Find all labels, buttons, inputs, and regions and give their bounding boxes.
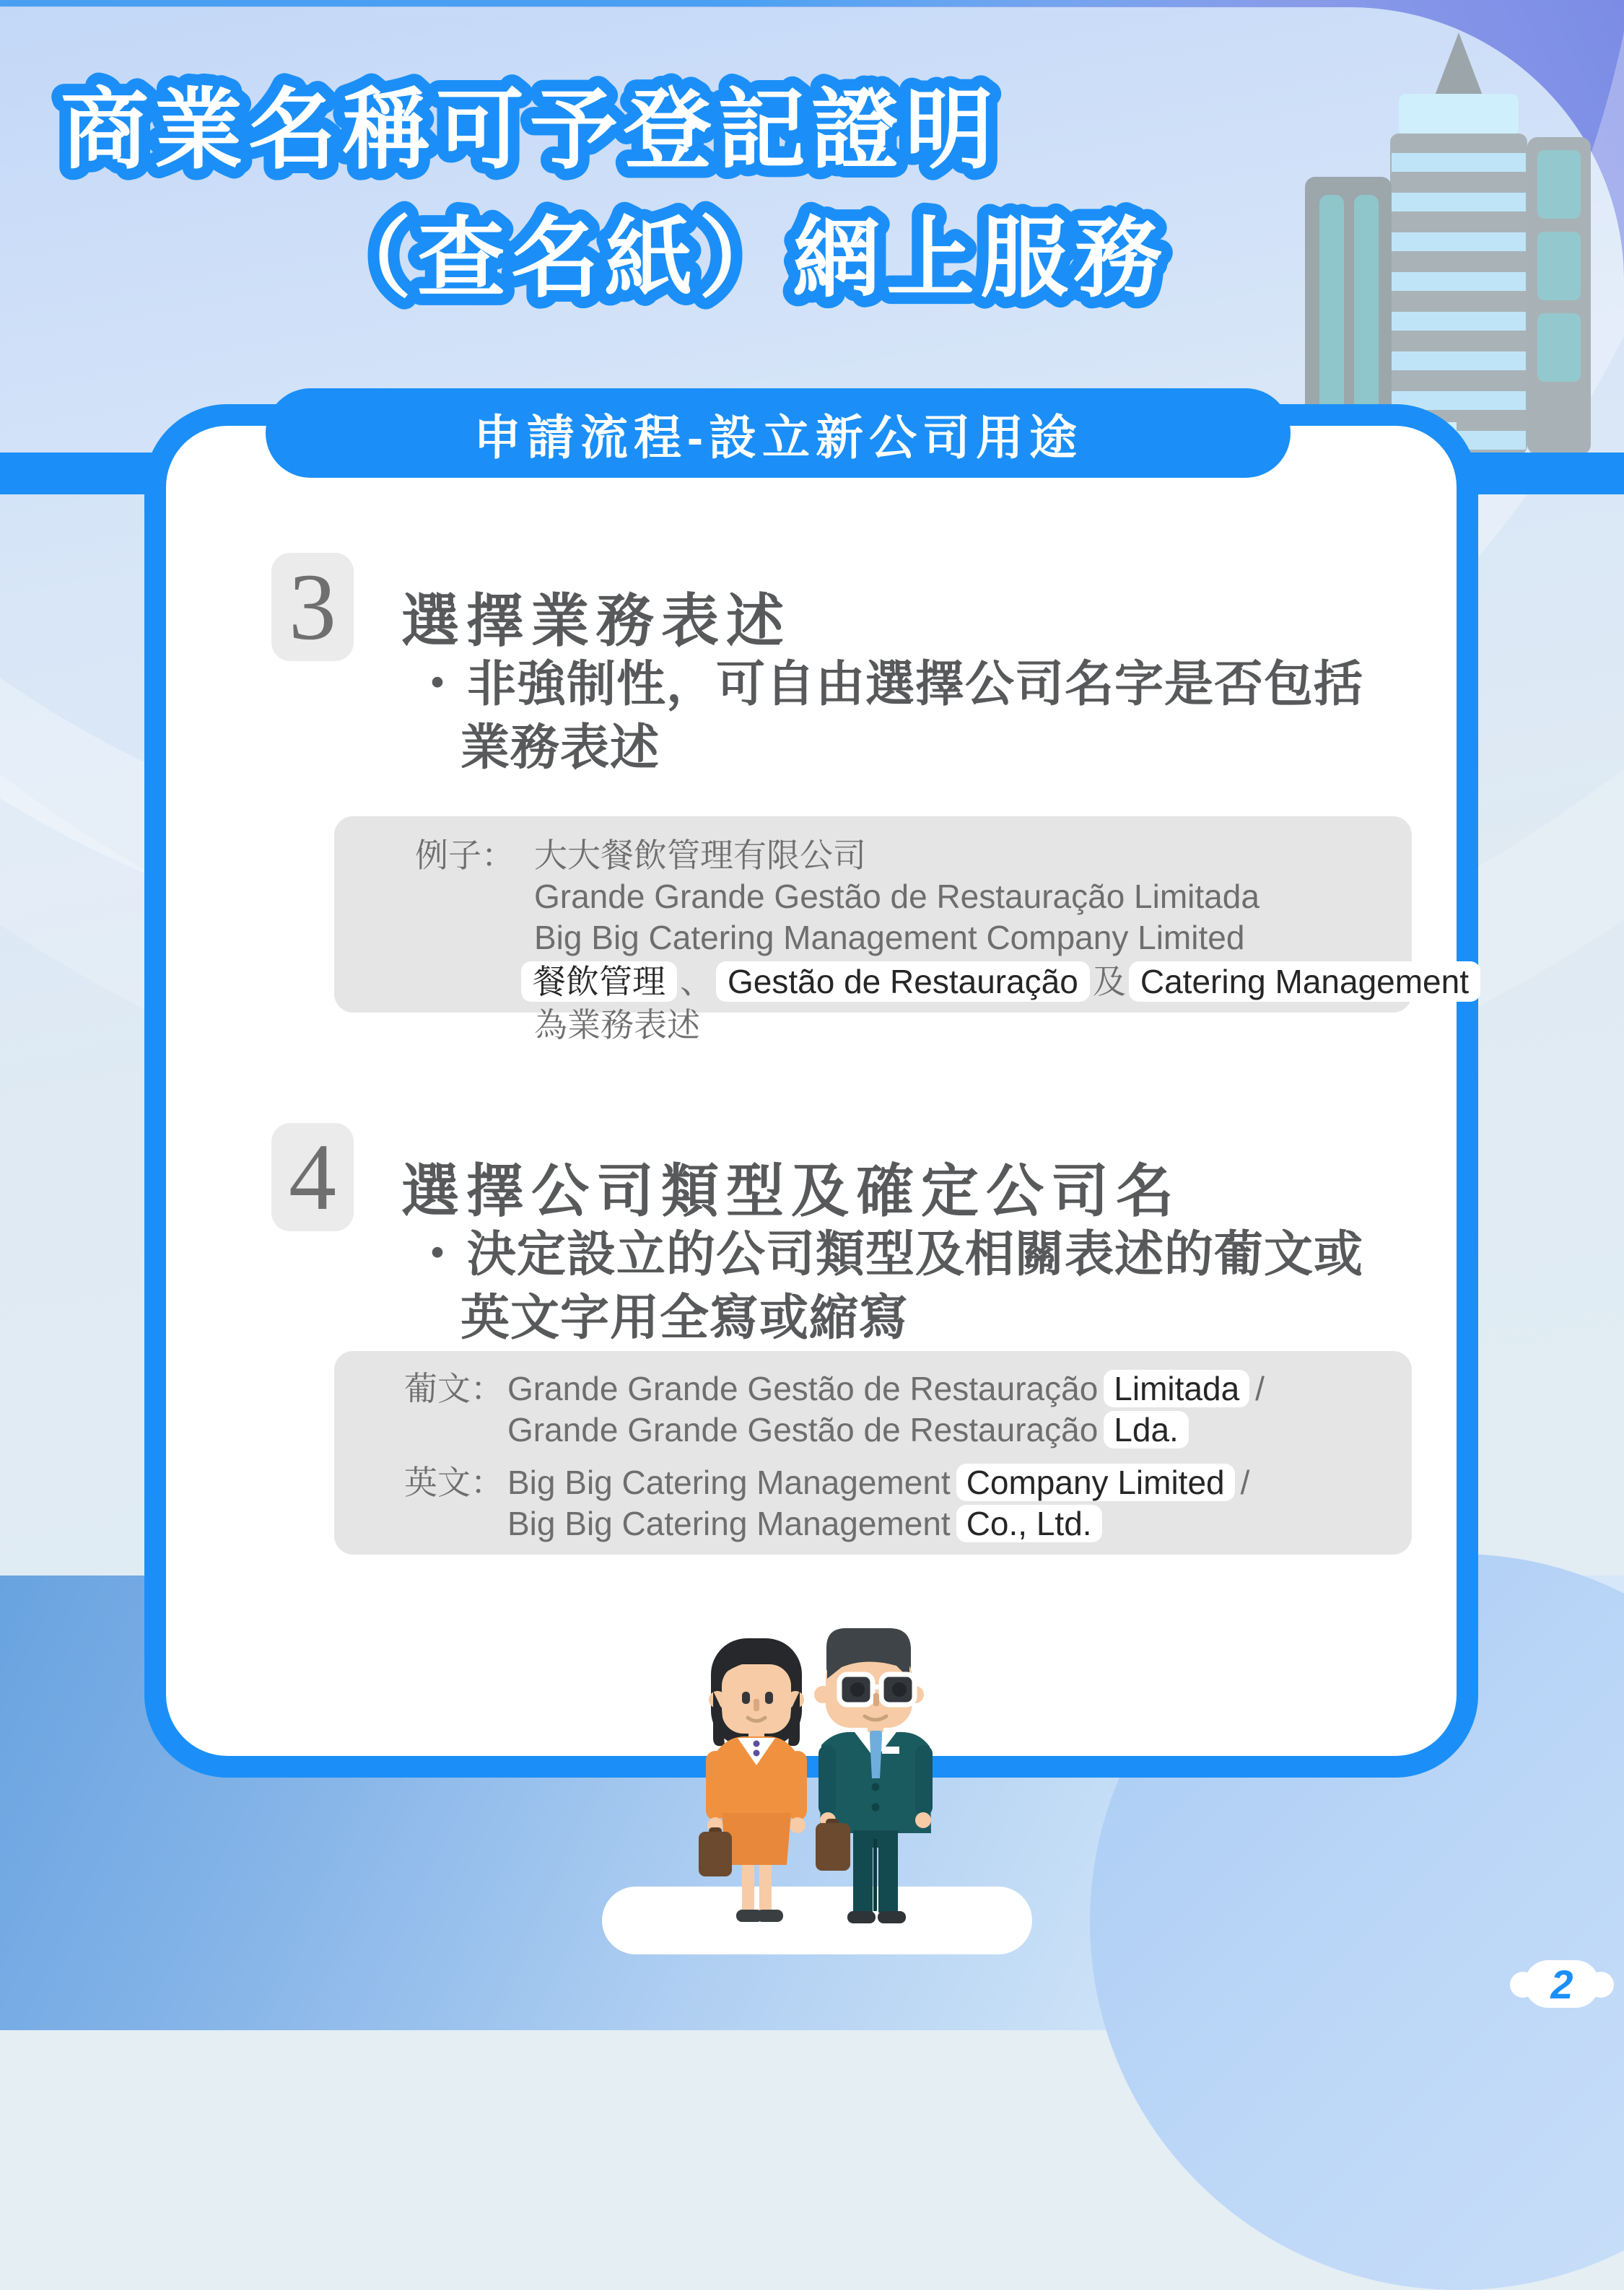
example-box-company-type xyxy=(334,1351,1412,1555)
businesswoman xyxy=(699,1638,807,1922)
highlight-term: Co., Ltd. xyxy=(956,1505,1102,1542)
bullet-line: 英文字用全寫或縮寫 xyxy=(460,1290,909,1345)
example-line xyxy=(507,1368,1265,1410)
highlight-term: 餐飲管理 xyxy=(521,961,677,1002)
example-line: 大大餐飲管理有限公司 xyxy=(534,836,866,874)
step-number-badge xyxy=(271,553,354,661)
bullet-text: 決定設立的公司類型及相關表述的葡文或 xyxy=(467,1227,1364,1282)
bullet-marker: ・ xyxy=(413,657,463,712)
portuguese-example-group xyxy=(404,1368,1392,1451)
language-lines xyxy=(507,1368,1265,1451)
section-header-label: 申請流程-設立新公司用途 xyxy=(473,410,1083,464)
page-number-cloud xyxy=(1524,1960,1599,2008)
example-line xyxy=(507,1503,1249,1544)
highlight-term: Catering Management xyxy=(1129,961,1480,1002)
example-suffix: / xyxy=(1240,1464,1250,1501)
language-label: 英文： xyxy=(404,1464,504,1501)
highlight-term: Gestão de Restauração xyxy=(716,961,1090,1002)
step-bullet-text xyxy=(413,652,1363,779)
example-suffix: 為業務表述 xyxy=(534,1006,700,1044)
example-line: Grande Grande Gestão de Restauração Limitada xyxy=(534,878,1260,915)
highlight-term: Company Limited xyxy=(956,1464,1235,1501)
example-text: Big Big Catering Management xyxy=(507,1464,951,1501)
example-line xyxy=(507,1410,1265,1451)
businesswoman-businessman-icon xyxy=(693,1622,938,1933)
example-text: Big Big Catering Management xyxy=(507,1505,951,1542)
step-bullet-text xyxy=(413,1223,1363,1350)
highlight-term: Limitada xyxy=(1104,1370,1249,1407)
step-heading: 選擇業務表述 xyxy=(401,589,791,653)
separator: 及 xyxy=(1092,962,1126,1000)
step-number: 4 xyxy=(289,1124,336,1230)
example-suffix: / xyxy=(1255,1370,1265,1407)
example-text: Grande Grande Gestão de Restauração xyxy=(507,1370,1099,1407)
example-line: Big Big Catering Management Company Limited xyxy=(534,919,1245,956)
separator: 、 xyxy=(680,962,713,1000)
language-label: 葡文： xyxy=(404,1370,504,1407)
page-title-line1: 商業名稱可予登記證明 xyxy=(61,81,999,179)
businessman xyxy=(814,1628,933,1923)
highlight-row xyxy=(521,958,1480,1005)
page-title xyxy=(0,0,1624,404)
example-content xyxy=(533,835,1480,1044)
bullet-line: 業務表述 xyxy=(460,720,660,775)
page-number: 2 xyxy=(1550,1961,1573,2007)
language-lines xyxy=(507,1462,1249,1544)
bullet-line xyxy=(413,652,1363,716)
bullet-marker: ・ xyxy=(413,1227,463,1282)
example-label: 例子： xyxy=(415,836,515,874)
highlight-term: Lda. xyxy=(1104,1411,1189,1448)
step-number: 3 xyxy=(289,554,336,660)
step-number-badge xyxy=(271,1123,354,1231)
page-title-line2: （查名紙）網上服務 xyxy=(323,209,1168,307)
bullet-line xyxy=(413,1223,1363,1286)
example-text: Grande Grande Gestão de Restauração xyxy=(507,1411,1099,1448)
bullet-text: 非強制性，可自由選擇公司名字是否包括 xyxy=(467,657,1364,712)
example-line xyxy=(507,1462,1249,1503)
example-box-business-description xyxy=(334,816,1470,1044)
english-example-group xyxy=(404,1462,1392,1544)
step-heading: 選擇公司類型及確定公司名 xyxy=(401,1159,1181,1223)
